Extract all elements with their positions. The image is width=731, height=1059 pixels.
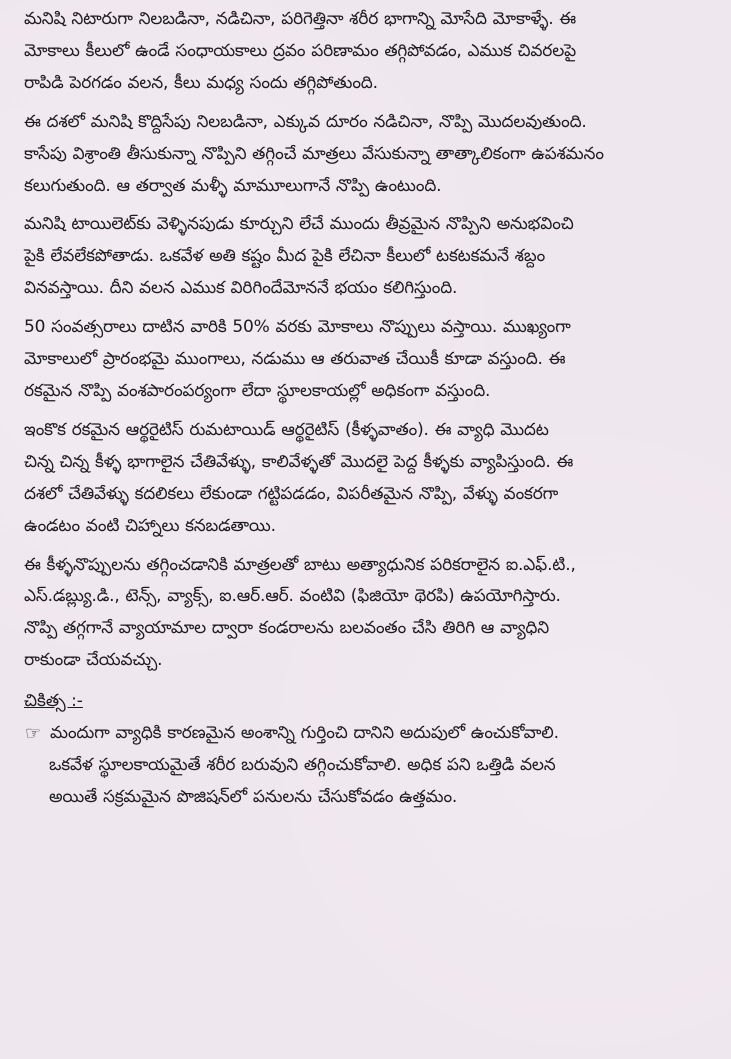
paragraph-line: కలుగుతుంది. ఆ తర్వాత మళ్ళీ మామూలుగానే నొప్పి ఉంటుంది. (24, 175, 442, 196)
pointing-hand-icon: ☞ (25, 722, 41, 744)
bullet-continuation-line: అయితే సక్రమమైన పొజిషన్‌లో పనులను చేసుకోవడం ఉత్తమం. (49, 786, 458, 807)
paragraph-line: మనిషి టాయిలెట్‌కు వెళ్ళినపుడు కూర్చుని లేచే ముందు తీవ్రమైన నొప్పిని అనుభవించి (24, 214, 574, 235)
paragraph-line: ఈ దశలో మనిషి కొద్దిసేపు నిలబడినా, ఎక్కువ దూరం నడిచినా, నొప్పి మొదలవుతుంది. (24, 111, 587, 132)
paragraph-line: రకమైన నొప్పి వంశపారంపర్యంగా లేదా స్థూలకాయల్లో అధికంగా వస్తుంది. (24, 380, 491, 401)
paragraph-2 (24, 107, 709, 203)
paragraph-gap (24, 543, 709, 550)
bullet-text: మందుగా వ్యాధికి కారణమైన అంశాన్ని గుర్తించి దానిని అదుపులో ఉంచుకోవాలి. (50, 723, 559, 744)
paragraph-line: 50 సంవత్సరాలు దాటిన వారికి 50% వరకు మోకాలు నొప్పులు వస్తాయి. ముఖ్యంగా (24, 317, 571, 338)
paragraph-5 (24, 415, 709, 543)
bullet-continuation-line: ఒకవేళ స్థూలకాయమైతే శరీర బరువుని తగ్గించుకోవాలి. అధిక పని ఒత్తిడి వలన (49, 754, 556, 775)
paragraph-line: కాసేపు విశ్రాంతి తీసుకున్నా నొప్పిని తగ్గించే మాత్రలు వేసుకున్నా తాత్కాలికంగా ఉపశమనం (24, 143, 604, 164)
paragraph-line: చిన్న చిన్న కీళ్ళ భాగాలైన చేతివేళ్ళు, కాలివేళ్ళతో మొదలై పెద్ద కీళ్ళకు వ్యాపిస్తుంది. ఈ (24, 451, 574, 472)
bullet-line (24, 718, 709, 750)
paragraph-line: ఇంకొక రకమైన ఆర్థరైటిస్ రుమటాయిడ్ ఆర్థరైటిస్ (కీళ్ళవాతం). ఈ వ్యాధి మొదట (24, 419, 549, 440)
paragraph-3 (24, 209, 709, 305)
paragraph-line: రాకుండా చేయవచ్చు. (24, 650, 163, 671)
paragraph-6 (24, 550, 709, 678)
paragraph-1 (24, 4, 709, 100)
bullet-block (24, 718, 709, 814)
paragraph-gap (24, 305, 709, 312)
paragraph-4 (24, 312, 709, 408)
paragraph-line: మనిషి నిటారుగా నిలబడినా, నడిచినా, పరిగెత్తినా శరీర భాగాన్ని మోసేది మోకాళ్ళే. ఈ (24, 9, 576, 29)
paragraph-line: ఈ కీళ్ళనొప్పులను తగ్గించడానికి మాత్రలతో బాటు అత్యాధునిక పరికరాలైన ఐ.ఎఫ్.టి., (24, 554, 576, 575)
paragraph-line: వినవస్తాయి. దీని వలన ఎముక విరిగిందేమోననే భయం కలిగిస్తుంది. (24, 278, 458, 299)
paragraph-gap (24, 408, 709, 415)
paragraph-line: పైకి లేవలేకపోతాడు. ఒకవేళ అతి కష్టం మీద పైకి లేచినా కీలులో టకటకమనే శబ్దం (24, 246, 546, 267)
paragraph-gap (24, 100, 709, 107)
section-heading: చికిత్స :- (24, 691, 83, 712)
paragraph-line: నొప్పి తగ్గగానే వ్యాయామాల ద్వారా కండరాలను బలవంతం చేసి తిరిగి ఆ వ్యాధిని (24, 618, 550, 639)
paragraph-line: దశలో చేతివేళ్ళు కదలికలు లేకుండా గట్టిపడడం, విపరీతమైన నొప్పి, వేళ్ళు వంకరగా (24, 483, 559, 504)
paragraph-gap (24, 202, 709, 209)
paragraph-line: ఉండటం వంటి చిహ్నాలు కనబడతాయి. (24, 515, 276, 536)
paragraph-line: మోకాలులో ప్రారంభమై ముంగాలు, నడుము ఆ తరువాత చేయికీ కూడా వస్తుంది. ఈ (24, 349, 566, 370)
paragraph-line: రాపిడి పెరగడం వలన, కీలు మధ్య సందు తగ్గిపోతుంది. (24, 72, 378, 93)
paragraph-line: ఎస్.డబ్ల్యు.డి., టెన్స్, వ్యాక్స్, ఐ.ఆర్.ఆర్. వంటివి (ఫిజియో థెరపి) ఉపయోగిస్తారు. (24, 586, 561, 607)
paragraph-line: మోకాలు కీలులో ఉండే సంధాయకాలు ద్రవం పరిణామం తగ్గిపోవడం, ఎముక చివరలపై (24, 40, 576, 61)
